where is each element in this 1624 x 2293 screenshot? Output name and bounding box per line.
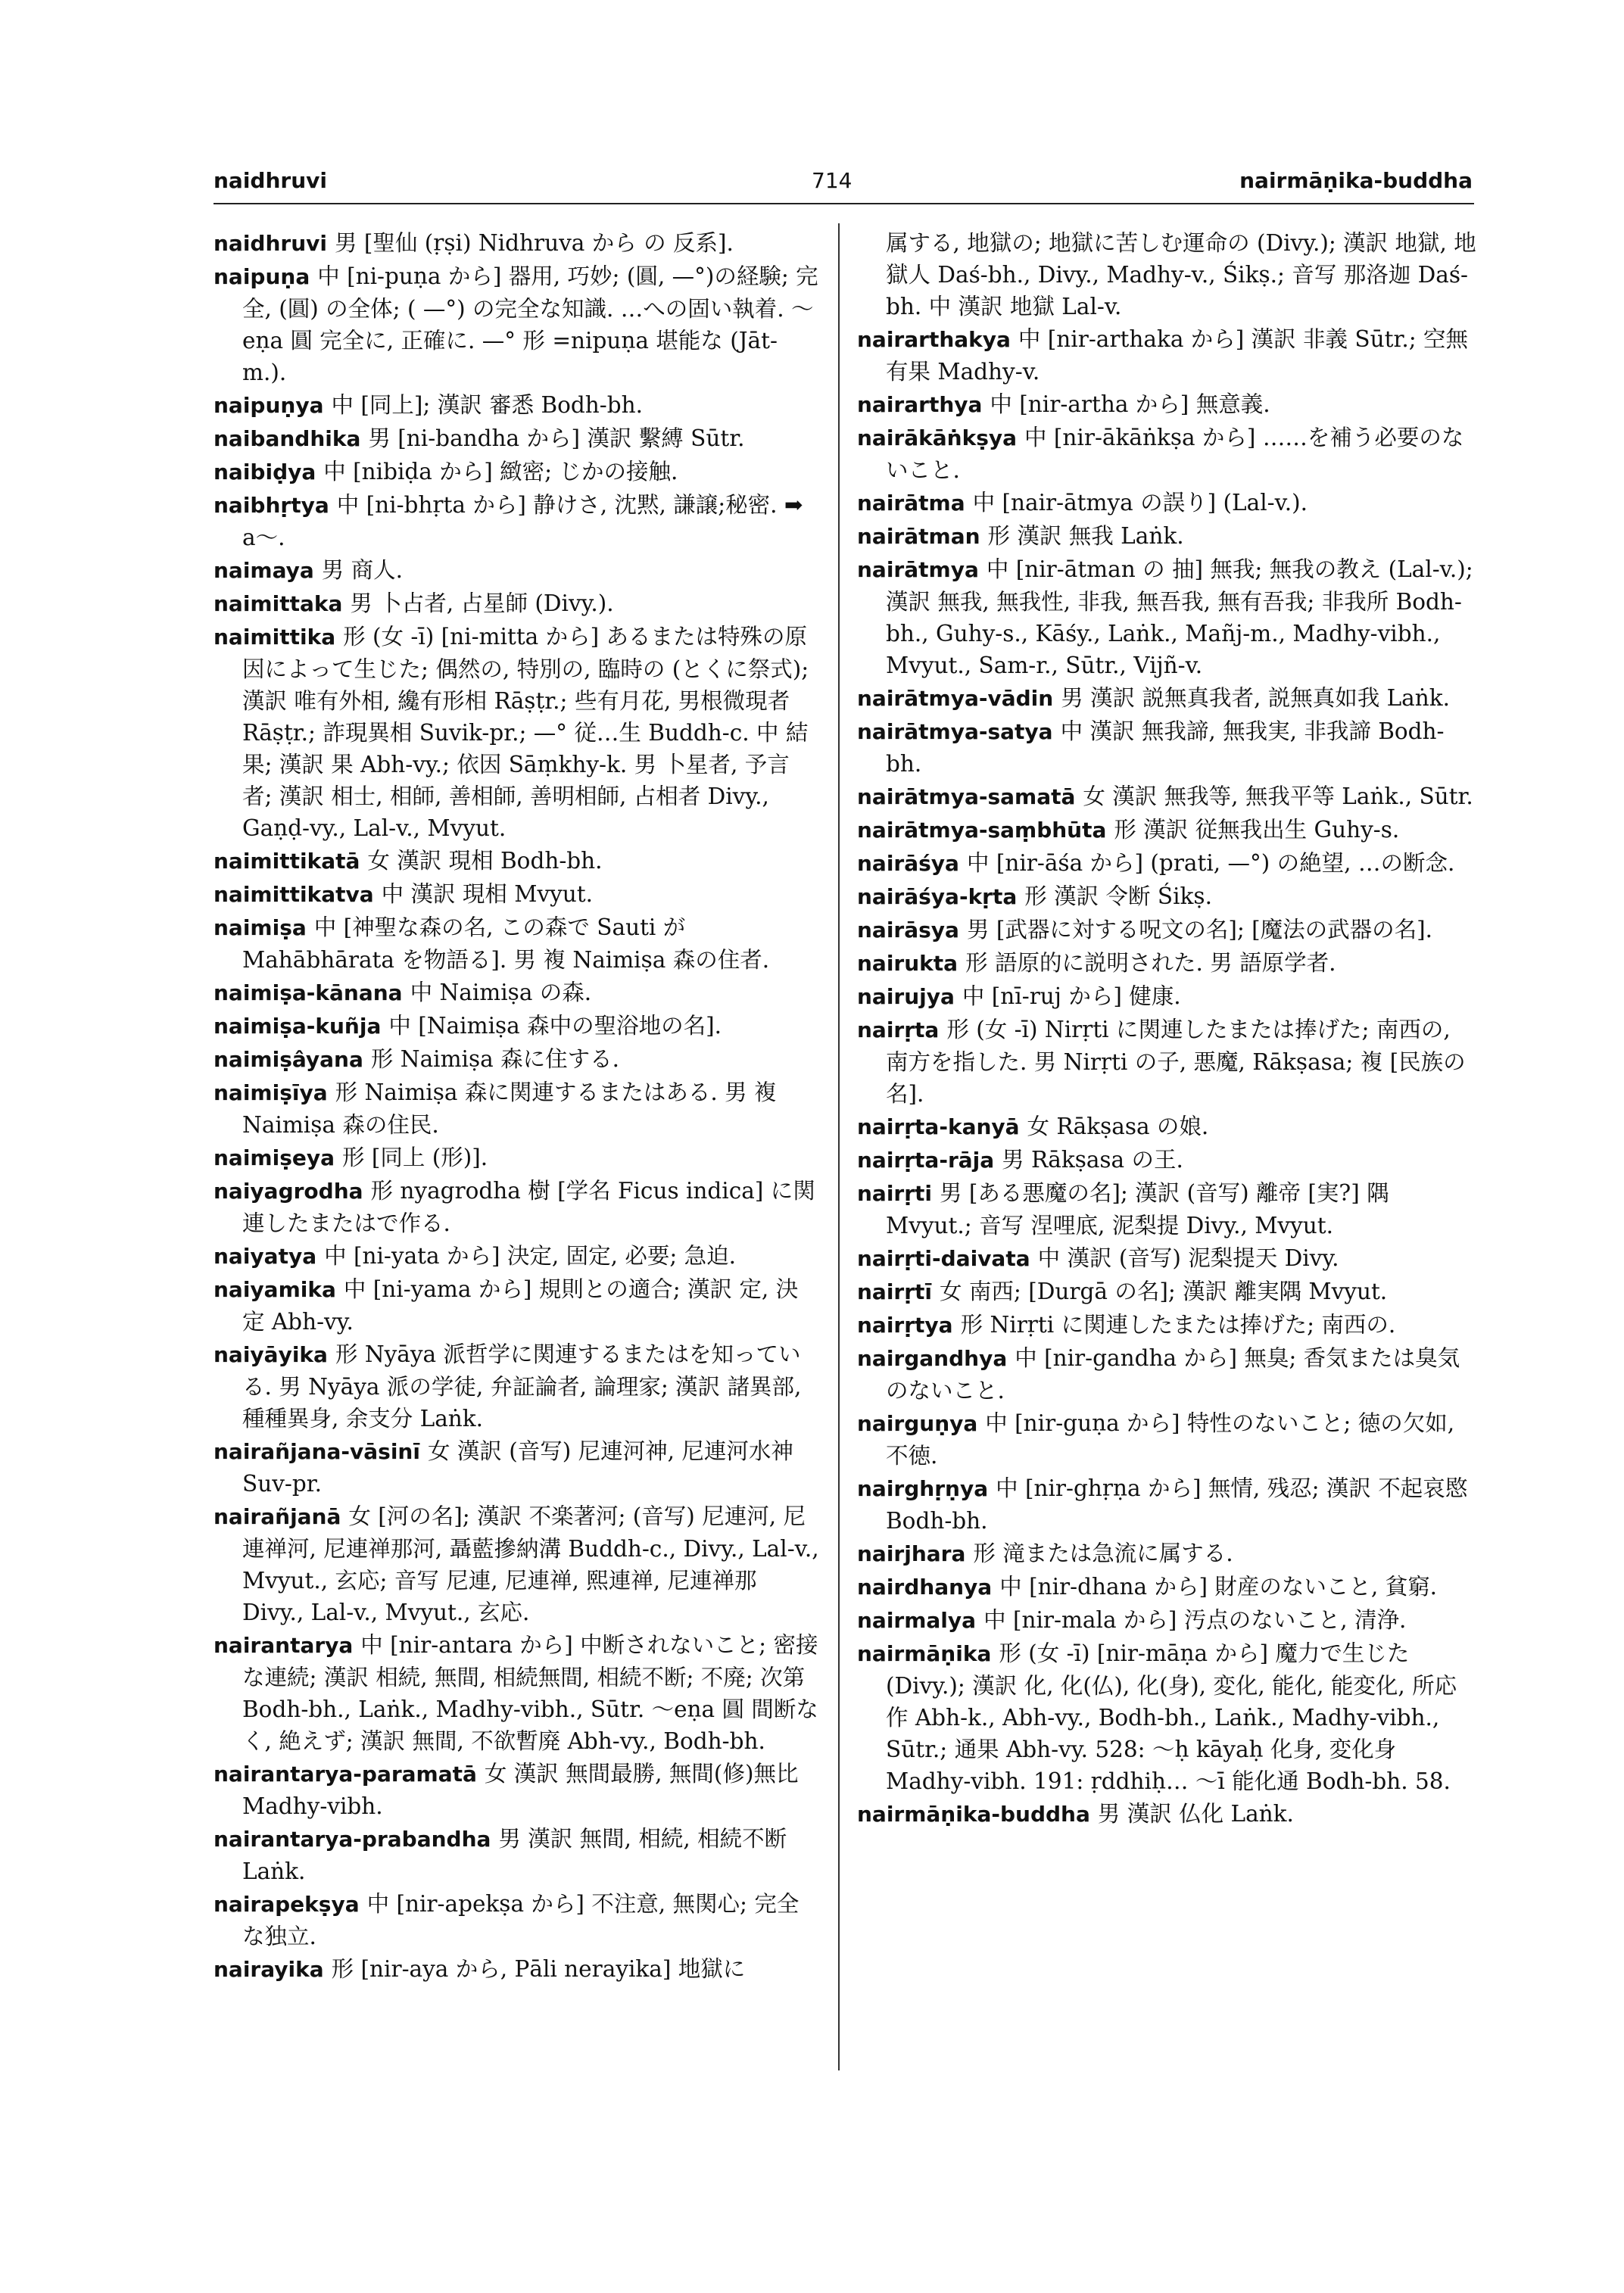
- dictionary-entry: [857, 1276, 1478, 1308]
- dictionary-entry: [857, 1798, 1478, 1830]
- entry-headword: nairātman: [857, 524, 980, 549]
- column-divider: [838, 223, 840, 2070]
- dictionary-entry: [857, 388, 1478, 421]
- dictionary-entry: [214, 1629, 819, 1757]
- header-left-guide-word: naidhruvi: [214, 168, 327, 193]
- entry-definition: 中 [ni-yama から] 規則との適合; 漢訳 定, 決定 Abh-vy.: [242, 1276, 799, 1335]
- entry-headword: nairṛta-rāja: [857, 1148, 995, 1173]
- page-number: 714: [812, 168, 853, 193]
- entry-headword: naimiṣâyana: [214, 1047, 363, 1072]
- dictionary-entry: [857, 487, 1478, 519]
- entry-definition: 男 商人.: [321, 557, 404, 583]
- dictionary-entry: [857, 947, 1478, 980]
- left-column: [214, 227, 819, 1986]
- entry-headword: nairañjanā: [214, 1504, 341, 1529]
- dictionary-entry: [214, 1338, 819, 1435]
- dictionary-entry: [214, 1273, 819, 1338]
- entry-definition: 中 [nir-artha から] 無意義.: [990, 391, 1270, 417]
- dictionary-entry: [857, 1537, 1478, 1570]
- entry-definition: 中 [nir-ghṛṇa から] 無情, 残忍; 漢訳 不起哀愍 Bodh-bh.: [886, 1475, 1468, 1534]
- entry-headword: naipuṇa: [214, 264, 310, 289]
- entry-definition: 形 Naimiṣa 森に関連するまたはある. 男 複 Naimiṣa 森の住民.: [242, 1080, 777, 1138]
- entry-definition: 中 [nir-mala から] 汚点のないこと, 清浄.: [983, 1607, 1407, 1633]
- dictionary-entry: [857, 814, 1478, 846]
- dictionary-entry: [214, 1010, 819, 1042]
- entry-headword: naimiṣeya: [214, 1145, 335, 1170]
- dictionary-entry: [214, 456, 819, 488]
- dictionary-entry: [857, 1144, 1478, 1176]
- entry-headword: naimiṣa-kuñja: [214, 1014, 382, 1039]
- entry-headword: naibandhika: [214, 426, 361, 451]
- dictionary-entry: [857, 1242, 1478, 1275]
- entry-definition: 中 [nir-ākāṅkṣa から] ……を補う必要のないこと.: [886, 425, 1464, 483]
- entry-definition: 男 卜占者, 占星師 (Divy.).: [350, 590, 614, 616]
- entry-headword: nairghṛṇya: [857, 1476, 989, 1501]
- dictionary-entry: [214, 845, 819, 877]
- dictionary-entry: [214, 227, 819, 260]
- entry-definition: 男 [武器に対する呪文の名]; [魔法の武器の名].: [966, 917, 1433, 942]
- entry-headword: naimittikatva: [214, 882, 374, 907]
- dictionary-entry: [214, 1142, 819, 1174]
- entry-definition: 中 [nir-antara から] 中断されないこと; 密接な連続; 漢訳 相続, 無間, 相続無間, 相続不断; 不廃; 次第 Bodh-bh., Laṅk., Madhy-vibh., Sūtr. ～eṇa 圓 間断なく, 絶えず; 漢訳 無間, 不欲暫廃 Abh-vy., Bodh-bh.: [242, 1632, 818, 1754]
- entry-headword: nairātmya-saṃbhūta: [857, 818, 1107, 843]
- entry-definition: 女 [河の名]; 漢訳 不楽著河; (音写) 尼連河, 尼連禅河, 尼連禅那河, 聶藍摻納溝 Buddh-c., Divy., Lal-v., Mvyut., 玄応; 音写 尼連, 尼連禅, 熙連禅, 尼連禅那 Divy., Lal-v., Mvyut., 玄応.: [242, 1503, 819, 1625]
- entry-definition: 中 漢訳 (音写) 泥梨提天 Divy.: [1037, 1245, 1339, 1271]
- entry-headword: naibhṛtya: [214, 493, 329, 518]
- dictionary-entry: [214, 422, 819, 455]
- entry-headword: naimittika: [214, 625, 336, 650]
- entry-headword: naimaya: [214, 558, 314, 583]
- entry-definition: 形 (女 -ī) [nir-māṇa から] 魔力で生じた (Divy.); 漢訳 化, 化(仏), 化(身), 変化, 能化, 能変化, 所応作 Abh-k., Abh-vy., Bodh-bh., Laṅk., Madhy-vibh., Sūtr.; 通果 Abh-vy. 528: ～ḥ kāyaḥ 化身, 変化身 Madhy-vibh. 191: ṛddhiḥ… ～ī 能化通 Bodh-bh. 58.: [886, 1640, 1457, 1794]
- entry-definition: 形 [同上 (形)].: [342, 1145, 488, 1170]
- entry-definition: 男 漢訳 無間, 相続, 相続不断 Laṅk.: [242, 1826, 787, 1884]
- entry-definition: 形 Naimiṣa 森に住する.: [370, 1046, 619, 1072]
- entry-definition: 中 [nir-dhana から] 財産のないこと, 貧窮.: [999, 1574, 1438, 1600]
- dictionary-entry: [214, 1043, 819, 1076]
- entry-definition: 中 Naimiṣa の森.: [410, 980, 592, 1005]
- entry-definition: 中 [nibiḍa から] 緻密; じかの接触.: [323, 459, 678, 484]
- entry-headword: nairantarya-paramatā: [214, 1762, 477, 1787]
- entry-definition: 中 [ni-bhṛta から] 静けさ, 沈黙, 謙譲;秘密. ➡ a～.: [242, 492, 803, 550]
- entry-definition: 中 [ni-yata から] 決定, 固定, 必要; 急迫.: [324, 1243, 737, 1269]
- entry-definition: 男 漢訳 説無真我者, 説無真如我 Laṅk.: [1061, 685, 1451, 711]
- entry-definition: 中 [nir-gandha から] 無臭; 香気または臭気のないこと.: [886, 1345, 1460, 1404]
- entry-definition: 男 Rākṣasa の王.: [1002, 1147, 1183, 1173]
- dictionary-entry: [214, 1435, 819, 1500]
- entry-definition: 形 (女 -ī) Nirṛti に関連したまたは捧げた; 南西の, 南方を指した. 男 Nirṛti の子, 悪魔, Rākṣasa; 複 [民族の名].: [886, 1017, 1466, 1107]
- dictionary-entry: [214, 554, 819, 587]
- entry-definition: 形 Nirṛti に関連したまたは捧げた; 南西の.: [960, 1312, 1396, 1338]
- dictionary-entry: [857, 1571, 1478, 1603]
- entry-headword: naiyamika: [214, 1277, 336, 1302]
- entry-headword: nairjhara: [857, 1541, 966, 1566]
- dictionary-entry: [214, 621, 819, 844]
- entry-headword: nairguṇya: [857, 1411, 978, 1436]
- entry-headword: naiyāyika: [214, 1342, 328, 1367]
- dictionary-entry: [857, 1472, 1478, 1537]
- entry-headword: naimiṣa-kānana: [214, 980, 403, 1005]
- dictionary-entry: [857, 1111, 1478, 1143]
- dictionary-entry: [857, 1637, 1478, 1797]
- dictionary-entry: [857, 553, 1478, 681]
- entry-headword: nairdhanya: [857, 1575, 993, 1600]
- entry-headword: nairāśya: [857, 851, 959, 876]
- entry-definition: 中 [神聖な森の名, この森で Sauti が Mahābhārata を物語る]. 男 複 Naimiṣa 森の住者.: [242, 914, 770, 973]
- dictionary-entry: [857, 1014, 1478, 1110]
- entry-headword: nairṛti-daivata: [857, 1246, 1030, 1271]
- entry-definition: 形 漢訳 無我 Laṅk.: [987, 523, 1184, 549]
- entry-headword: naibiḍya: [214, 460, 316, 484]
- dictionary-entry: [214, 1758, 819, 1822]
- entry-headword: nairṛta: [857, 1017, 940, 1042]
- entry-definition: 中 漢訳 現相 Mvyut.: [381, 881, 594, 907]
- entry-definition: 中 [nī-ruj から] 健康.: [962, 983, 1181, 1009]
- header-right-guide-word: nairmāṇika-buddha: [1239, 168, 1473, 193]
- entry-definition: 形 nyagrodha 樹 [学名 Ficus indica] に関連したまたはで作る.: [242, 1178, 815, 1236]
- header-rule: [214, 203, 1474, 204]
- entry-headword: nairṛta-kanyā: [857, 1114, 1020, 1139]
- entry-definition: 中 [同上]; 漢訳 審悉 Bodh-bh.: [331, 392, 644, 418]
- entry-definition: 男 [聖仙 (ṛṣi) Nidhruva から の 反系].: [335, 230, 734, 256]
- entry-definition: 中 [nir-ātman の 抽] 無我; 無我の教え (Lal-v.); 漢訳 無我, 無我性, 非我, 無吾我, 無有吾我; 非我所 Bodh-bh., Guhy-s., Kāśy., Laṅk., Mañj-m., Madhy-vibh., Mvyut., Sam-r., Sūtr., Vijñ-v.: [886, 556, 1473, 678]
- entry-headword: nairayika: [214, 1957, 324, 1982]
- dictionary-entry: [857, 715, 1478, 780]
- entry-definition: 女 南西; [Durgā の名]; 漢訳 離実隅 Mvyut.: [940, 1279, 1388, 1304]
- entry-definition: 中 [nair-ātmya の誤り] (Lal-v.).: [972, 490, 1308, 516]
- dictionary-entry: [857, 847, 1478, 880]
- dictionary-entry: [214, 977, 819, 1009]
- dictionary-entry: [214, 1823, 819, 1887]
- entry-headword: naidhruvi: [214, 231, 327, 256]
- entry-headword: nairapekṣya: [214, 1892, 360, 1917]
- entry-definition: 形 [nir-aya から, Pāli nerayika] 地獄に: [331, 1956, 746, 1982]
- entry-definition: 中 漢訳 無我諦, 無我実, 非我諦 Bodh-bh.: [886, 718, 1445, 777]
- entry-definition: 中 [nir-arthaka から] 漢訳 非義 Sūtr.; 空無有果 Madhy-v.: [886, 326, 1469, 385]
- dictionary-entry: [857, 880, 1478, 913]
- dictionary-entry: [214, 1953, 819, 1986]
- dictionary-entry: [214, 1076, 819, 1141]
- dictionary-entry: [857, 227, 1478, 322]
- entry-headword: naiyatya: [214, 1244, 317, 1269]
- dictionary-entry: [857, 520, 1478, 553]
- entry-headword: nairmalya: [857, 1608, 977, 1633]
- dictionary-entry: [214, 878, 819, 911]
- dictionary-entry: [214, 911, 819, 976]
- entry-headword: naimiṣa: [214, 915, 307, 940]
- dictionary-entry: [857, 1309, 1478, 1341]
- dictionary-entry: [857, 323, 1478, 388]
- entry-definition: 中 [ni-puṇa から] 器用, 巧妙; (圓, —°)の経験; 完全, (圓) の全体; ( —°) の完全な知識. …への固い執着. ～eṇa 圓 完全に, 正確に. —° 形 =nipuṇa 堪能な (Jāt-m.).: [242, 263, 818, 385]
- dictionary-entry: [214, 1888, 819, 1952]
- dictionary-entry: [214, 489, 819, 553]
- entry-headword: nairantarya: [214, 1633, 354, 1658]
- entry-headword: nairarthakya: [857, 327, 1011, 352]
- entry-definition: 女 漢訳 (音写) 尼連河神, 尼連河水神 Suv-pr.: [242, 1438, 793, 1497]
- entry-definition: 形 語原的に説明された. 男 語原学者.: [965, 950, 1336, 976]
- entry-definition: 形 滝または急流に属する.: [973, 1541, 1233, 1566]
- entry-headword: naimittikatā: [214, 849, 360, 874]
- entry-headword: nairātmya-vādin: [857, 686, 1054, 711]
- entry-definition: 中 [nir-apekṣa から] 不注意, 無関心; 完全な独立.: [242, 1891, 800, 1949]
- entry-definition: 形 漢訳 令断 Śikṣ.: [1024, 883, 1212, 909]
- entry-definition: 女 漢訳 無我等, 無我平等 Laṅk., Sūtr.: [1083, 784, 1473, 809]
- entry-headword: nairarthya: [857, 392, 983, 417]
- dictionary-entry: [214, 1500, 819, 1628]
- entry-headword: nairmāṇika: [857, 1641, 992, 1666]
- entry-definition: 男 [ある悪魔の名]; 漢訳 (音写) 離帝 [実?] 隅 Mvyut.; 音写 涅哩底, 泥梨提 Divy., Mvyut.: [886, 1180, 1389, 1238]
- dictionary-entry: [857, 1407, 1478, 1472]
- entry-headword: nairantarya-prabandha: [214, 1827, 491, 1852]
- entry-definition: 男 [ni-bandha から] 漢訳 繫縛 Sūtr.: [368, 425, 745, 451]
- entry-definition: 属する, 地獄の; 地獄に苦しむ運命の (Divy.); 漢訳 地獄, 地獄人 Daś-bh., Divy., Madhy-v., Śikṣ.; 音写 那洛迦 Daś-bh. 中 漢訳 地獄 Lal-v.: [886, 230, 1476, 319]
- entry-definition: 女 漢訳 現相 Bodh-bh.: [367, 848, 603, 874]
- entry-definition: 中 [nir-āśa から] (prati, —°) の絶望, …の断念.: [966, 850, 1455, 876]
- entry-headword: nairṛti: [857, 1181, 933, 1206]
- entry-definition: 中 [Naimiṣa 森中の聖浴地の名].: [388, 1013, 722, 1039]
- entry-definition: 女 漢訳 無間最勝, 無間(修)無比 Madhy-vibh.: [242, 1761, 799, 1819]
- entry-headword: nairāśya-kṛta: [857, 884, 1018, 909]
- entry-definition: 形 (女 -ī) [ni-mitta から] あるまたは特殊の原因によって生じた; 偶然の, 特別の, 臨時の (とくに祭式); 漢訳 唯有外相, 纔有形相 Rāṣṭr.; 些有月花, 男根微現者 Rāṣṭr.; 詐現異相 Suvik-pr.; —° 従…生 Buddh-c. 中 結果; 漢訳 果 Abh-vy.; 依因 Sāṃkhy-k. 男 卜星者, 予言者; 漢訳 相士, 相師, 善相師, 善明相師, 占相者 Divy., Gaṇḍ-vy., Lal-v., Mvyut.: [242, 624, 809, 841]
- dictionary-entry: [214, 587, 819, 620]
- entry-headword: nairṛtya: [857, 1313, 953, 1338]
- entry-headword: naipuṇya: [214, 393, 324, 418]
- dictionary-entry: [214, 1175, 819, 1239]
- dictionary-entry: [857, 1604, 1478, 1637]
- dictionary-entry: [857, 980, 1478, 1013]
- entry-definition: 男 漢訳 仏化 Laṅk.: [1097, 1801, 1294, 1827]
- entry-headword: naimiṣīya: [214, 1080, 328, 1105]
- entry-headword: nairātma: [857, 491, 965, 516]
- entry-headword: nairukta: [857, 951, 959, 976]
- dictionary-entry: [214, 260, 819, 388]
- entry-headword: nairākāṅkṣya: [857, 425, 1018, 450]
- entry-headword: nairāsya: [857, 918, 959, 942]
- dictionary-entry: [857, 914, 1478, 946]
- dictionary-entry: [857, 422, 1478, 486]
- dictionary-entry: [214, 1240, 819, 1273]
- entry-headword: nairātmya: [857, 557, 979, 582]
- dictionary-entry: [214, 389, 819, 422]
- dictionary-entry: [857, 780, 1478, 813]
- entry-headword: nairmāṇika-buddha: [857, 1802, 1090, 1827]
- entry-headword: nairañjana-vāsinī: [214, 1439, 420, 1464]
- dictionary-entry: [857, 1177, 1478, 1242]
- entry-definition: 女 Rākṣasa の娘.: [1027, 1114, 1209, 1139]
- entry-headword: nairujya: [857, 984, 955, 1009]
- entry-headword: nairṛtī: [857, 1279, 933, 1304]
- entry-headword: naimittaka: [214, 591, 343, 616]
- entry-definition: 形 漢訳 従無我出生 Guhy-s.: [1114, 817, 1400, 843]
- entry-headword: nairgandhya: [857, 1346, 1008, 1371]
- dictionary-entry: [857, 1342, 1478, 1407]
- entry-headword: naiyagrodha: [214, 1179, 363, 1204]
- right-column: [857, 227, 1478, 1831]
- entry-definition: 中 [nir-guṇa から] 特性のないこと; 徳の欠如, 不徳.: [886, 1410, 1455, 1469]
- entry-definition: 形 Nyāya 派哲学に関連するまたはを知っている. 男 Nyāya 派の学徒, 弁証論者, 論理家; 漢訳 諸異部, 種種異身, 余支分 Laṅk.: [242, 1341, 802, 1432]
- dictionary-entry: [857, 682, 1478, 715]
- entry-headword: nairātmya-satya: [857, 719, 1053, 744]
- entry-headword: nairātmya-samatā: [857, 784, 1076, 809]
